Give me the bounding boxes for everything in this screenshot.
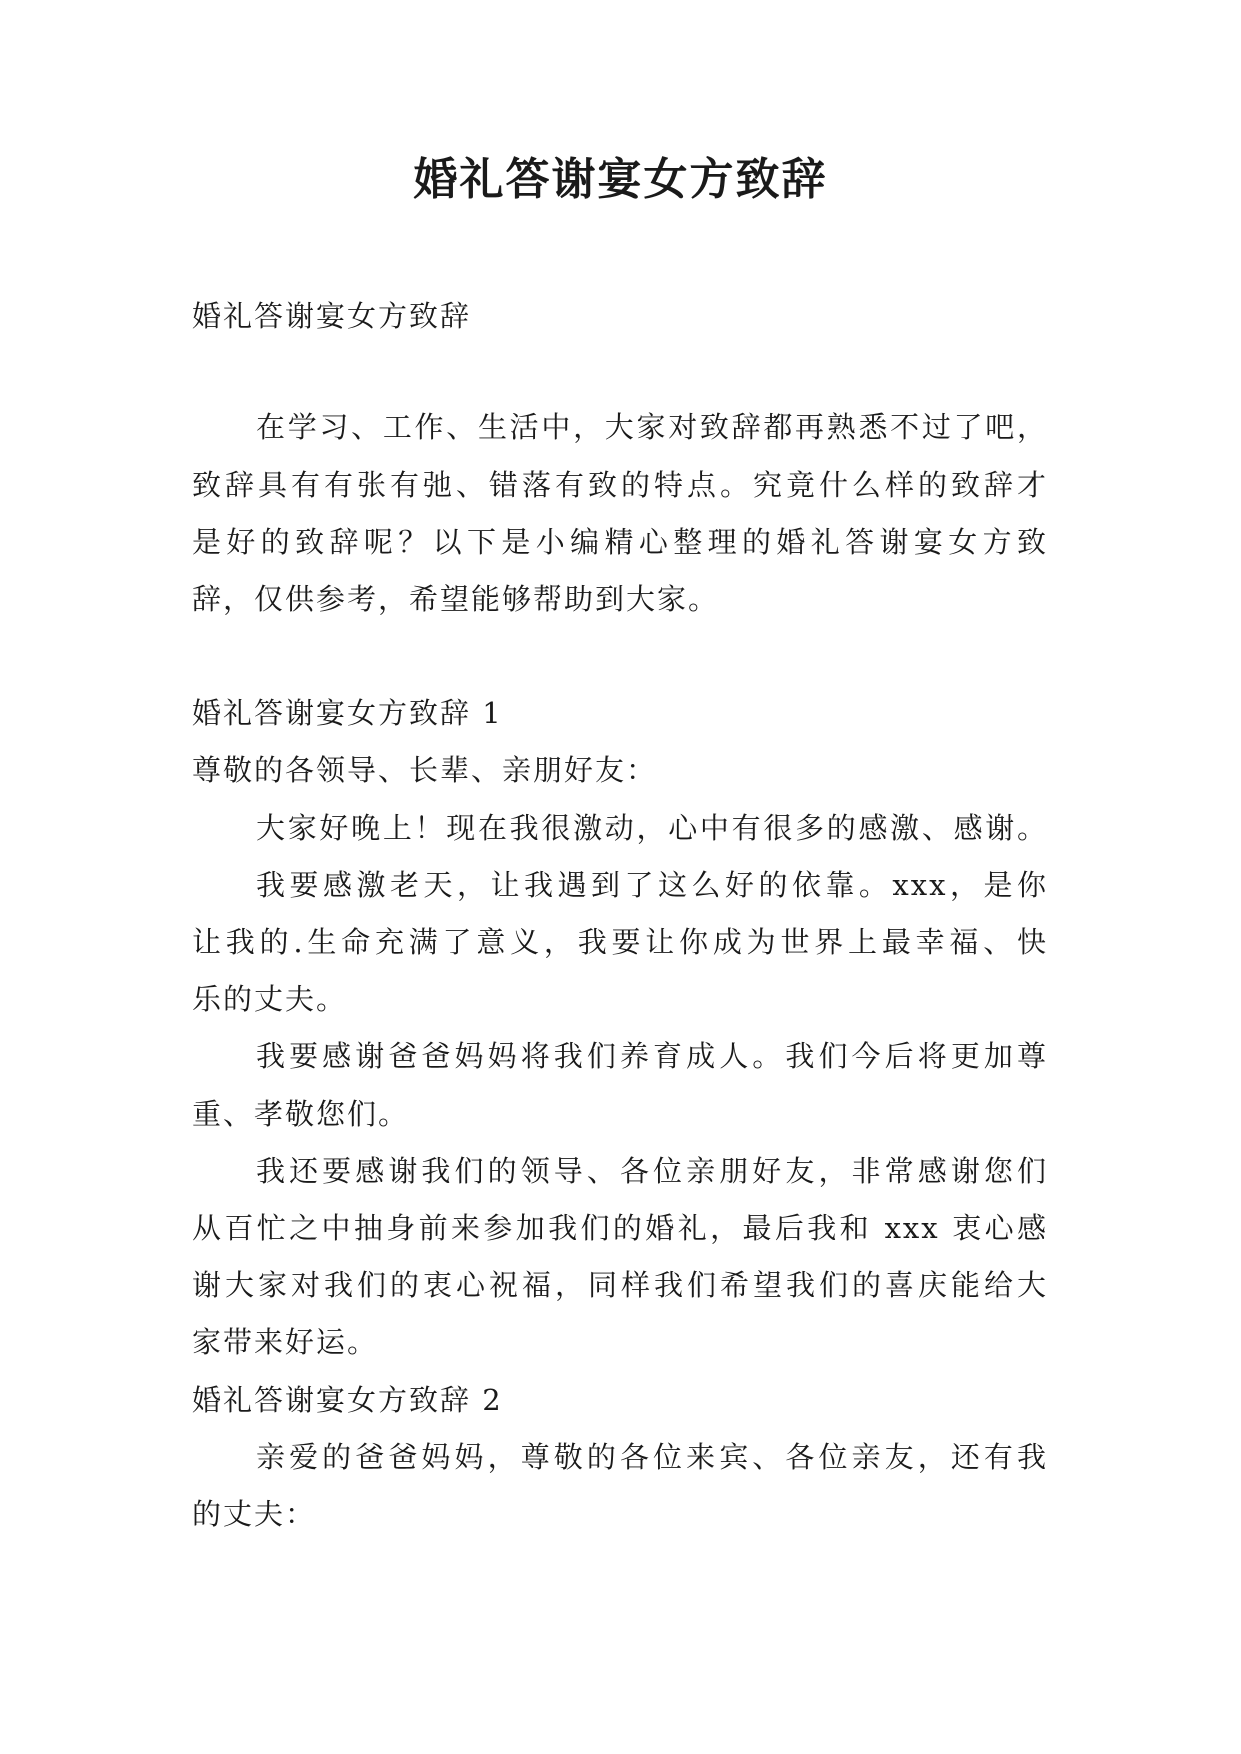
subtitle: 婚礼答谢宴女方致辞 — [192, 299, 472, 333]
body-line: 大家好晚上！现在我很激动，心中有很多的感激、感谢。 — [256, 811, 1048, 845]
section-heading-2: 婚礼答谢宴女方致辞 2 — [192, 1383, 503, 1417]
body-line: 重、孝敬您们。 — [192, 1097, 410, 1131]
body-line: 我要感激老天，让我遇到了这么好的依靠。xxx，是你 — [256, 868, 1048, 902]
intro-line: 致辞具有有张有弛、错落有致的特点。究竟什么样的致辞才 — [192, 468, 1048, 502]
section-heading-1: 婚礼答谢宴女方致辞 1 — [192, 696, 503, 730]
body-line: 我要感谢爸爸妈妈将我们养育成人。我们今后将更加尊 — [256, 1039, 1048, 1073]
body-line: 谢大家对我们的衷心祝福，同样我们希望我们的喜庆能给大 — [192, 1268, 1048, 1302]
document-title: 婚礼答谢宴女方致辞 — [413, 154, 828, 205]
body-line: 乐的丈夫。 — [192, 982, 348, 1016]
body-line: 我还要感谢我们的领导、各位亲朋好友，非常感谢您们 — [256, 1154, 1048, 1188]
salutation: 尊敬的各领导、长辈、亲朋好友： — [192, 753, 658, 787]
intro-line: 在学习、工作、生活中，大家对致辞都再熟悉不过了吧， — [256, 410, 1048, 444]
body-line: 家带来好运。 — [192, 1325, 379, 1359]
body-line: 的丈夫： — [192, 1497, 317, 1531]
intro-line: 是好的致辞呢？以下是小编精心整理的婚礼答谢宴女方致 — [192, 525, 1048, 559]
body-line: 亲爱的爸爸妈妈，尊敬的各位来宾、各位亲友，还有我 — [256, 1440, 1048, 1474]
intro-line: 辞，仅供参考，希望能够帮助到大家。 — [192, 582, 720, 616]
body-line: 让我的.生命充满了意义，我要让你成为世界上最幸福、快 — [192, 925, 1048, 959]
body-line: 从百忙之中抽身前来参加我们的婚礼，最后我和 xxx 衷心感 — [192, 1211, 1048, 1245]
